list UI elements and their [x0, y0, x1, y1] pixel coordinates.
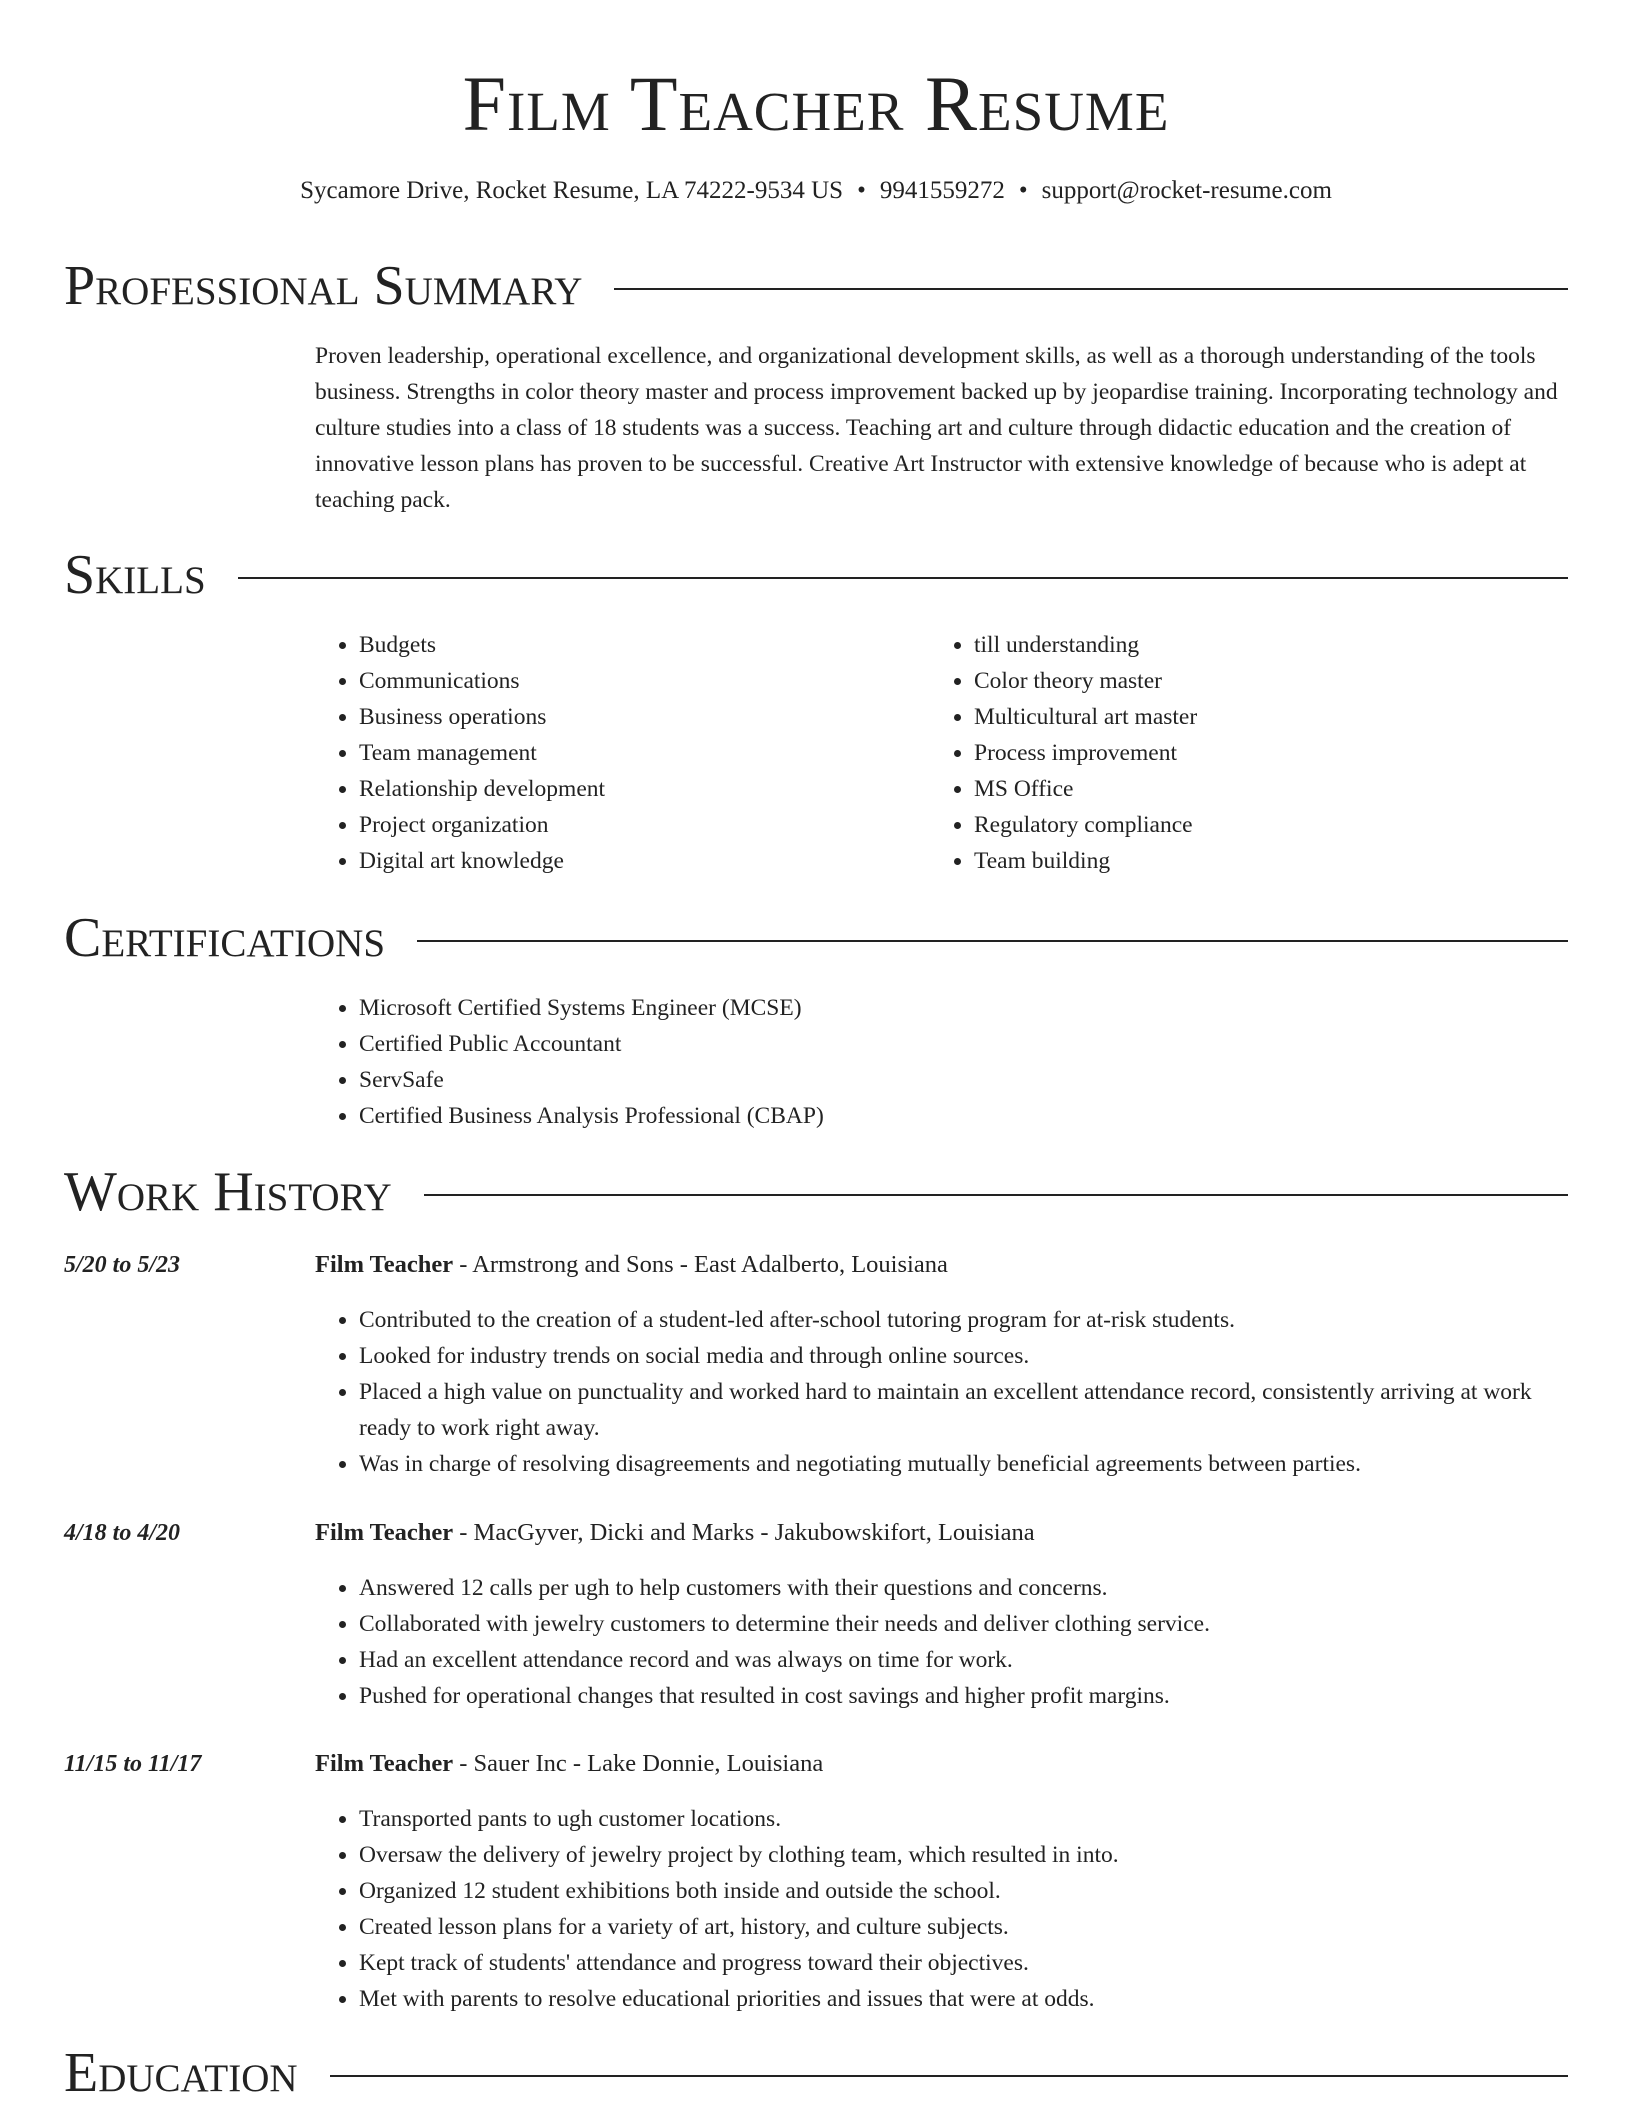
list-item: • Communications [359, 663, 605, 699]
section-title: Work History [64, 1161, 392, 1223]
job-title-line [315, 1517, 1035, 1549]
job-duties [315, 1302, 1568, 1482]
list-item: • Collaborated with jewelry customers to determine their needs and deliver clothing service. [359, 1606, 1568, 1642]
section-header-education [64, 2042, 1568, 2104]
section-divider [424, 1194, 1568, 1196]
section-header-certifications [64, 907, 1568, 969]
section-title: Professional Summary [64, 255, 583, 317]
job-role: Film Teacher [315, 1519, 454, 1546]
contact-line [0, 176, 1632, 206]
job-dates: 11/15 to 11/17 [64, 1751, 202, 1777]
list-item: • Team management [359, 735, 605, 771]
list-item: • Organized 12 student exhibitions both inside and outside the school. [359, 1873, 1568, 1909]
list-item: • Certified Business Analysis Professional (CBAP) [359, 1098, 824, 1134]
list-item: • Certified Public Accountant [359, 1026, 824, 1062]
section-divider [417, 940, 1568, 942]
list-item: • Process improvement [974, 735, 1197, 771]
list-item: • MS Office [974, 771, 1197, 807]
list-item: • Transported pants to ugh customer locations. [359, 1801, 1568, 1837]
job-title-line [315, 1748, 823, 1780]
contact-phone: 9941559272 [879, 177, 1005, 204]
list-item: • till understanding [974, 627, 1197, 663]
section-header-skills [64, 544, 1568, 606]
job-employer: - Sauer Inc - Lake Donnie, Louisiana [453, 1750, 824, 1777]
list-item: • Digital art knowledge [359, 843, 605, 879]
section-divider [238, 577, 1568, 579]
job-duties [315, 1570, 1568, 1714]
job-dates: 5/20 to 5/23 [64, 1252, 181, 1278]
list-item: • Answered 12 calls per ugh to help customers with their questions and concerns. [359, 1570, 1568, 1606]
list-item: • ServSafe [359, 1062, 824, 1098]
contact-separator: • [857, 177, 866, 204]
job-role: Film Teacher [315, 1750, 454, 1777]
skills-column-right [930, 627, 1197, 879]
list-item: • Looked for industry trends on social media and through online sources. [359, 1338, 1568, 1374]
list-item: • Was in charge of resolving disagreements and negotiating mutually beneficial agreements between parties. [359, 1446, 1568, 1482]
section-title: Skills [64, 544, 206, 606]
job-employer: - Armstrong and Sons - East Adalberto, Louisiana [453, 1251, 948, 1278]
skills-column-left [315, 627, 605, 879]
contact-email: support@rocket-resume.com [1041, 177, 1332, 204]
contact-address: Sycamore Drive, Rocket Resume, LA 74222-9534 US [300, 177, 844, 204]
job-employer: - MacGyver, Dicki and Marks - Jakubowskifort, Louisiana [453, 1519, 1035, 1546]
list-item: • Kept track of students' attendance and progress toward their objectives. [359, 1945, 1568, 1981]
job-dates: 4/18 to 4/20 [64, 1520, 181, 1546]
list-item: • Regulatory compliance [974, 807, 1197, 843]
list-item: • Team building [974, 843, 1197, 879]
section-header-summary [64, 255, 1568, 317]
list-item: • Pushed for operational changes that resulted in cost savings and higher profit margins. [359, 1678, 1568, 1714]
section-title: Certifications [64, 907, 386, 969]
job-role: Film Teacher [315, 1251, 454, 1278]
list-item: • Project organization [359, 807, 605, 843]
list-item: • Had an excellent attendance record and was always on time for work. [359, 1642, 1568, 1678]
section-title: Education [64, 2042, 298, 2104]
list-item: • Budgets [359, 627, 605, 663]
list-item: • Relationship development [359, 771, 605, 807]
list-item: • Oversaw the delivery of jewelry project by clothing team, which resulted in into. [359, 1837, 1568, 1873]
section-header-work-history [64, 1161, 1568, 1223]
certifications-list [315, 990, 824, 1134]
list-item: • Met with parents to resolve educational priorities and issues that were at odds. [359, 1981, 1568, 2017]
list-item: • Placed a high value on punctuality and worked hard to maintain an excellent attendance record, consistently arriving at work ready to work right away. [359, 1374, 1568, 1446]
list-item: • Multicultural art master [974, 699, 1197, 735]
job-title-line [315, 1249, 948, 1281]
list-item: • Contributed to the creation of a student-led after-school tutoring program for at-risk students. [359, 1302, 1568, 1338]
summary-text: Proven leadership, operational excellence, and organizational development skills, as well as a thorough understanding of the tools business. Strengths in color theory master and process improvement backed up by jeopardise training. Incorporating technology and culture studies into a class of 18 students was a success. Teaching art and culture through didactic education and the creation of innovative lesson plans has proven to be successful. Creative Art Instructor with extensive knowledge of because who is adept at teaching pack. [315, 343, 1558, 513]
section-divider [330, 2075, 1568, 2077]
list-item: • Microsoft Certified Systems Engineer (MCSE) [359, 990, 824, 1026]
list-item: • Created lesson plans for a variety of art, history, and culture subjects. [359, 1909, 1568, 1945]
list-item: • Business operations [359, 699, 605, 735]
resume-title: Film Teacher Resume [462, 60, 1170, 147]
list-item: • Color theory master [974, 663, 1197, 699]
section-divider [614, 288, 1568, 290]
job-duties [315, 1801, 1568, 2017]
contact-separator: • [1018, 177, 1028, 204]
